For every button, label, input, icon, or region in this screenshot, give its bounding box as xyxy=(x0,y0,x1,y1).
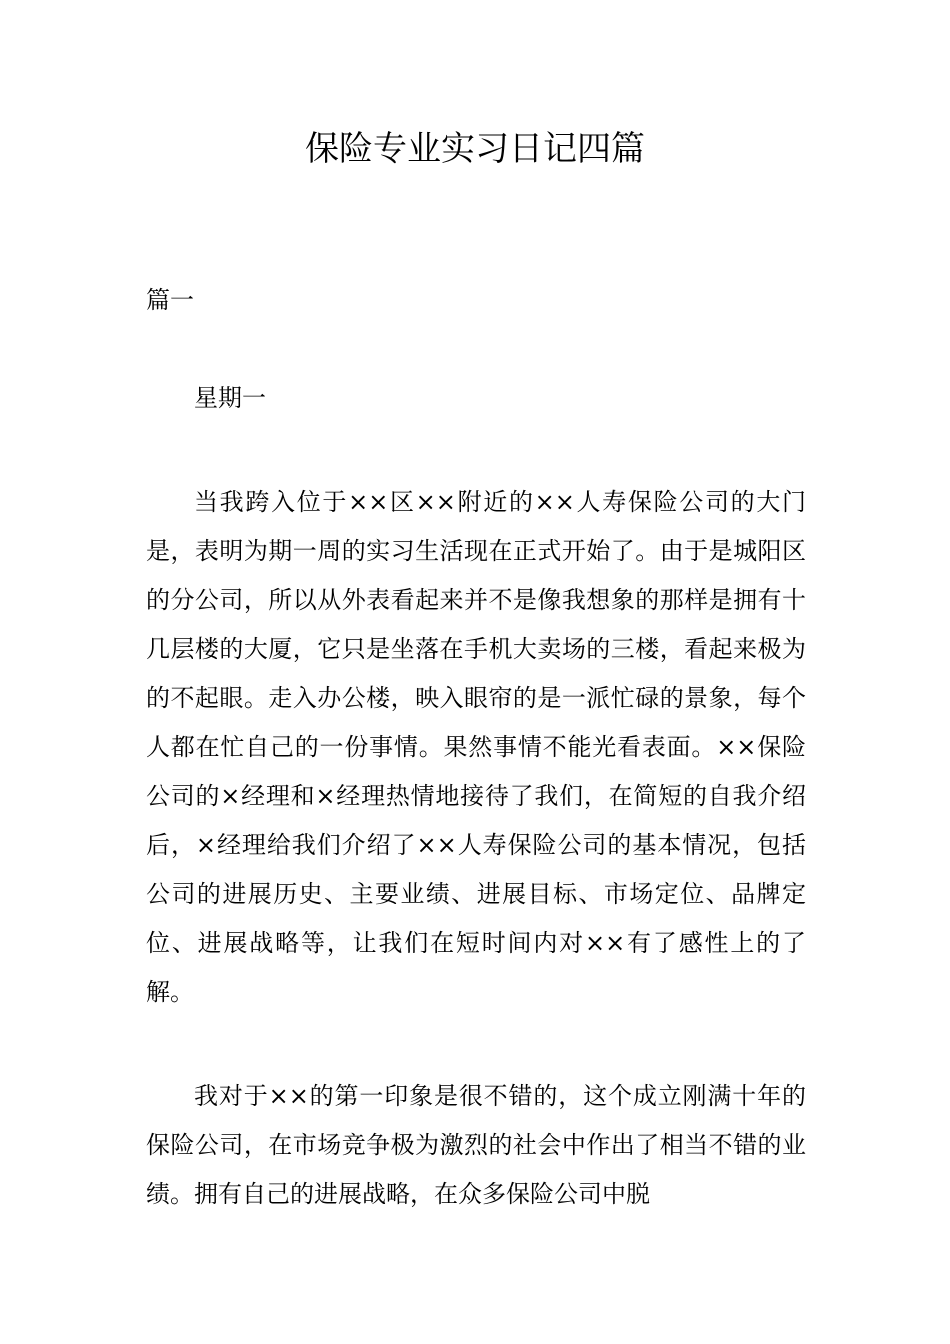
document-title: 保险专业实习日记四篇 xyxy=(305,129,645,169)
section-label: 篇一 xyxy=(146,286,194,314)
day-label: 星期一 xyxy=(194,384,266,412)
body-paragraph-2: 我对于××的第一印象是很不错的，这个成立刚满十年的保险公司，在市场竞争极为激烈的社会中作出了相当不错的业绩。拥有自己的进展战略，在众多保险公司中脱 xyxy=(146,1082,806,1208)
body-paragraph-1: 当我跨入位于××区××附近的××人寿保险公司的大门是，表明为期一周的实习生活现在正式开始了。由于是城阳区的分公司，所以从外表看起来并不是像我想象的那样是拥有十几层楼的大厦，它只是坐落在手机大卖场的三楼，看起来极为的不起眼。走入办公楼，映入眼帘的是一派忙碌的景象，每个人都在忙自己的一份事情。果然事情不能光看表面。××保险公司的×经理和×经理热情地接待了我们，在简短的自我介绍后，×经理给我们介绍了××人寿保险公司的基本情况，包括公司的进展历史、主要业绩、进展目标、市场定位、品牌定位、进展战略等，让我们在短时间内对××有了感性上的了解。 xyxy=(146,488,806,1006)
